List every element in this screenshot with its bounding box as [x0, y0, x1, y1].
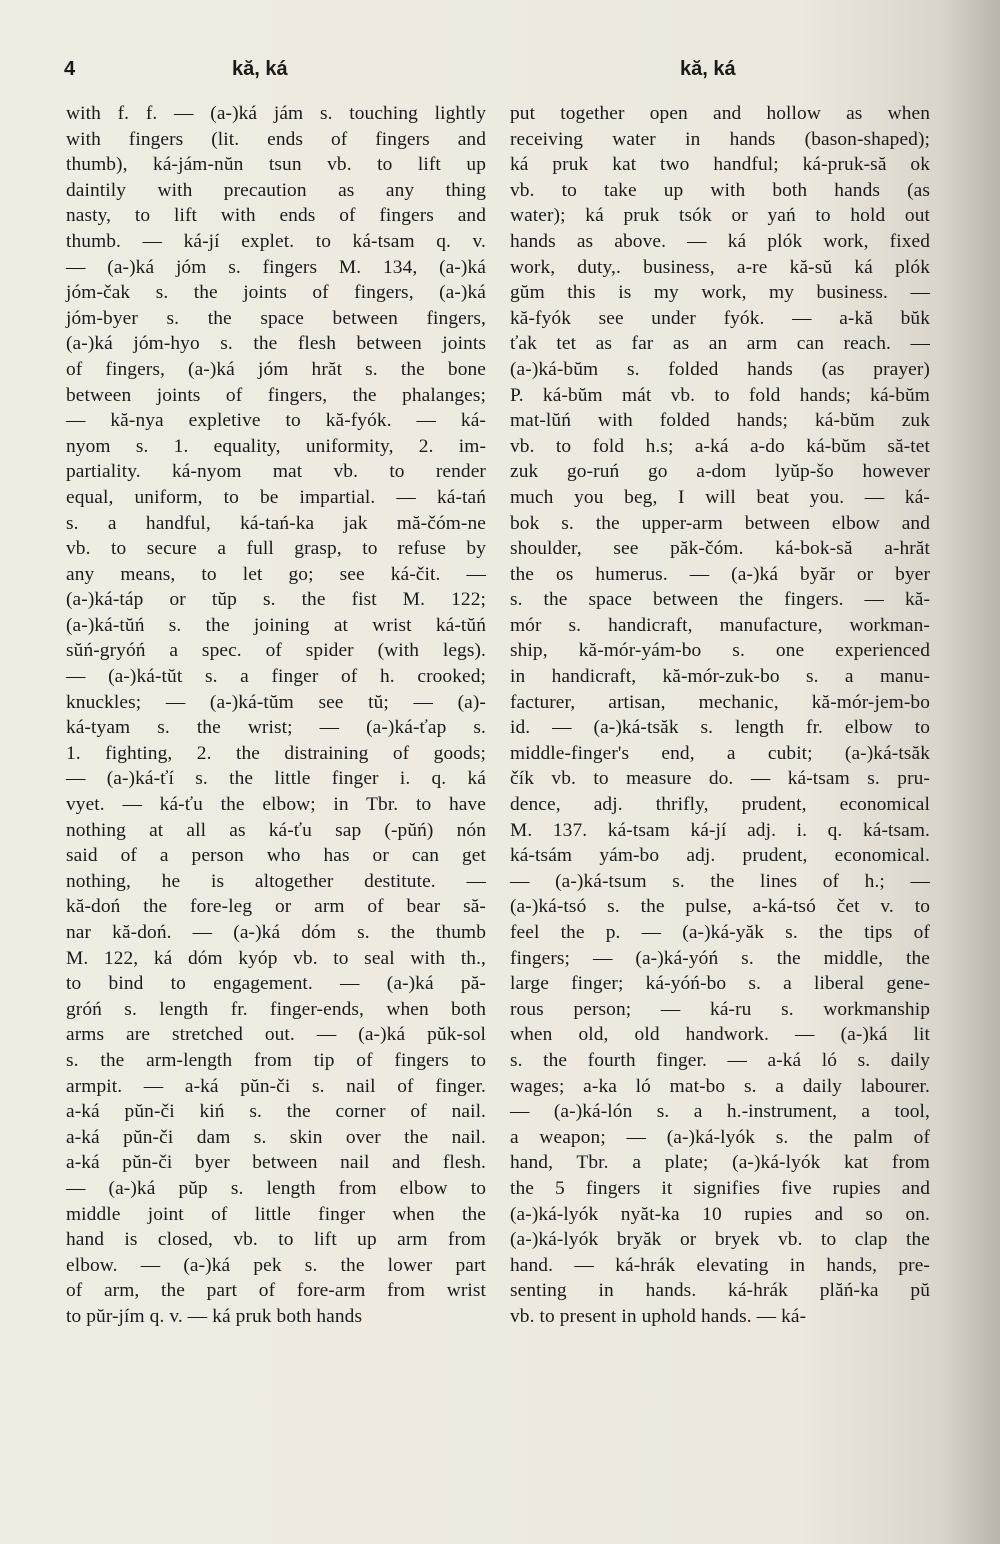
text-line: middle joint of little finger when the [66, 1203, 486, 1225]
text-line: large finger; ká-yóń-bo s. a liberal gene- [510, 973, 930, 995]
text-line: s. the fourth finger. — a-ká ló s. daily [510, 1049, 930, 1071]
text-line: receiving water in hands (bason-shaped); [510, 128, 930, 150]
text-line: of fingers, (a-)ká jóm hrăt s. the bone [66, 358, 486, 380]
text-line: M. 137. ká-tsam ká-jí adj. i. q. ká-tsam. [510, 819, 930, 841]
text-line: vb. to fold h.s; a-ká a-do ká-bŭm să-tet [510, 435, 930, 457]
text-line: vyet. — ká-ťu the elbow; in Tbr. to have [66, 794, 486, 816]
right-column [510, 101, 930, 1330]
text-line: to bind to engagement. — (a-)ká pă- [66, 973, 486, 995]
left-column [66, 101, 486, 1330]
text-line: ship, kă-mór-yám-bo s. one experienced [510, 640, 930, 662]
text-line: (a-)ká-lyók bryăk or bryek vb. to clap the [510, 1229, 930, 1251]
text-line: wages; a-ka ló mat-bo s. a daily labourer. [510, 1075, 930, 1097]
text-line: ká pruk kat two handful; ká-pruk-să ok [510, 154, 930, 176]
text-line: equal, uniform, to be impartial. — ká-tań [66, 486, 486, 508]
text-line: senting in hands. ká-hrák plăń-ka pŭ [510, 1280, 930, 1302]
text-line: zuk go-ruń go a-dom lyŭp-šo however [510, 461, 930, 483]
text-line: a weapon; — (a-)ká-lyók s. the palm of [510, 1126, 930, 1148]
text-line: with f. f. — (a-)ká jám s. touching lightly [66, 103, 486, 124]
text-line: jóm-byer s. the space between fingers, [66, 307, 486, 329]
text-line: nyom s. 1. equality, uniformity, 2. im- [66, 435, 486, 457]
text-line: — (a-)ká-ťí s. the little finger i. q. ká [66, 768, 486, 790]
text-line: (a-)ká-táp or tŭp s. the fist M. 122; [66, 589, 486, 611]
text-line: gŭm this is my work, my business. — [510, 282, 930, 304]
text-line: vb. to present in uphold hands. — ká- [510, 1305, 807, 1327]
text-line: (a-)ká-bŭm s. folded hands (as prayer) [510, 358, 930, 380]
text-line: — kă-nya expletive to kă-fyók. — ká- [66, 410, 486, 432]
text-line: the os humerus. — (a-)ká byăr or byer [510, 563, 930, 585]
text-line: a-ká pŭn-či dam s. skin over the nail. [66, 1126, 486, 1148]
text-line: jóm-čak s. the joints of fingers, (a-)ká [66, 282, 486, 304]
right-running-head: kă, ká [680, 58, 736, 80]
text-line: s. a handful, ká-tań-ka jak mă-čóm-ne [66, 512, 486, 534]
text-line: thumb. — ká-jí explet. to ká-tsam q. v. [66, 230, 486, 252]
text-line: feel the p. — (a-)ká-yăk s. the tips of [510, 922, 930, 943]
text-line: knuckles; — (a-)ká-tŭm see tŭ; — (a)- [66, 691, 486, 713]
text-line: — (a-)ká pŭp s. length from elbow to [66, 1177, 486, 1199]
text-line: nothing, he is altogether destitute. — [66, 870, 486, 892]
text-line: (a-)ká-tsó s. the pulse, a-ká-tsó čet v. to [510, 896, 930, 918]
text-line: of arm, the part of fore-arm from wrist [66, 1280, 486, 1302]
text-line: id. — (a-)ká-tsăk s. length fr. elbow to [510, 717, 930, 739]
text-line: dence, adj. thrifly, prudent, economical [510, 794, 930, 816]
text-line: mór s. handicraft, manufacture, workman- [510, 614, 930, 636]
text-line: between joints of fingers, the phalanges; [66, 384, 486, 406]
text-line: ká-tsám yám-bo adj. prudent, economical. [510, 845, 930, 867]
text-line: elbow. — (a-)ká pek s. the lower part [66, 1254, 486, 1276]
text-line: put together open and hollow as when [510, 103, 930, 124]
text-line: vb. to secure a full grasp, to refuse by [66, 538, 486, 560]
page-number: 4 [64, 58, 76, 80]
text-line: — (a-)ká-lón s. a h.-instrument, a tool, [510, 1101, 930, 1123]
text-line: shoulder, see păk-čóm. ká-bok-să a-hrăt [510, 538, 930, 560]
text-line: hand is closed, vb. to lift up arm from [66, 1229, 486, 1251]
text-line: M. 122, ká dóm kyóp vb. to seal with th., [66, 947, 486, 969]
text-line: — (a-)ká jóm s. fingers M. 134, (a-)ká [66, 256, 486, 278]
text-line: middle-finger's end, a cubit; (a-)ká-tsăk [510, 742, 930, 764]
text-line: kă-fyók see under fyók. — a-kă bŭk [510, 307, 930, 329]
text-line: to pŭr-jím q. v. — ká pruk both hands [66, 1305, 363, 1327]
text-line: armpit. — a-ká pŭn-či s. nail of finger. [66, 1075, 486, 1097]
text-line: work, duty,. business, a-re kă-sŭ ká plók [510, 256, 930, 278]
text-line: a-ká pŭn-či byer between nail and flesh. [66, 1152, 486, 1174]
text-line: ká-tyam s. the wrist; — (a-)ká-ťap s. [66, 717, 486, 739]
text-line: the 5 fingers it signifies five rupies and [510, 1177, 930, 1199]
text-line: (a-)ká jóm-hyo s. the flesh between joints [66, 333, 486, 355]
text-line: said of a person who has or can get [66, 845, 486, 867]
text-line: vb. to take up with both hands (as [510, 179, 930, 201]
text-line: mat-lŭń with folded hands; ká-bŭm zuk [510, 410, 930, 432]
text-line: ťak tet as far as an arm can reach. — [510, 333, 930, 355]
text-line: kă-doń the fore-leg or arm of bear să- [66, 896, 486, 918]
text-line: hands as above. — ká plók work, fixed [510, 230, 930, 252]
text-line: sŭń-gryóń a spec. of spider (with legs). [66, 640, 486, 662]
text-line: water); ká pruk tsók or yań to hold out [510, 205, 930, 227]
page-header [64, 48, 944, 88]
text-line: 1. fighting, 2. the distraining of goods; [66, 742, 486, 764]
text-line: P. ká-bŭm mát vb. to fold hands; ká-bŭm [510, 384, 930, 406]
text-line: rous person; — ká-ru s. workmanship [510, 998, 930, 1020]
text-line: when old, old handwork. — (a-)ká lit [510, 1024, 930, 1046]
text-line: thumb), ká-jám-nŭn tsun vb. to lift up [66, 154, 486, 176]
text-line: daintily with precaution as any thing [66, 179, 486, 201]
text-line: bok s. the upper-arm between elbow and [510, 512, 930, 534]
left-running-head: kă, ká [232, 58, 288, 80]
text-line: čík vb. to measure do. — ká-tsam s. pru- [510, 768, 930, 790]
text-line: nasty, to lift with ends of fingers and [66, 205, 486, 227]
text-line: (a-)ká-tŭń s. the joining at wrist ká-tŭń [66, 614, 486, 636]
text-line: facturer, artisan, mechanic, kă-mór-jem-bo [510, 691, 930, 713]
text-line: with fingers (lit. ends of fingers and [66, 128, 486, 150]
text-line: nar kă-doń. — (a-)ká dóm s. the thumb [66, 922, 486, 943]
text-line: nothing at all as ká-ťu sap (-pŭń) nón [66, 819, 486, 841]
text-line: s. the arm-length from tip of fingers to [66, 1049, 486, 1071]
text-line: — (a-)ká-tŭt s. a finger of h. crooked; [66, 666, 486, 688]
text-line: hand. — ká-hrák elevating in hands, pre- [510, 1254, 930, 1276]
text-line: hand, Tbr. a plate; (a-)ká-lyók kat from [510, 1152, 930, 1174]
text-line: gróń s. length fr. finger-ends, when both [66, 998, 486, 1020]
text-line: s. the space between the fingers. — kă- [510, 589, 930, 611]
text-line: much you beg, I will beat you. — ká- [510, 486, 930, 508]
text-line: fingers; — (a-)ká-yóń s. the middle, the [510, 947, 930, 969]
text-line: arms are stretched out. — (a-)ká pŭk-sol [66, 1024, 486, 1046]
text-line: any means, to let go; see ká-čit. — [66, 563, 486, 585]
text-line: partiality. ká-nyom mat vb. to render [66, 461, 486, 483]
text-line: — (a-)ká-tsum s. the lines of h.; — [510, 870, 930, 892]
text-line: in handicraft, kă-mór-zuk-bo s. a manu- [510, 666, 930, 688]
text-line: a-ká pŭn-či kiń s. the corner of nail. [66, 1101, 486, 1123]
text-line: (a-)ká-lyók nyăt-ka 10 rupies and so on. [510, 1203, 930, 1225]
